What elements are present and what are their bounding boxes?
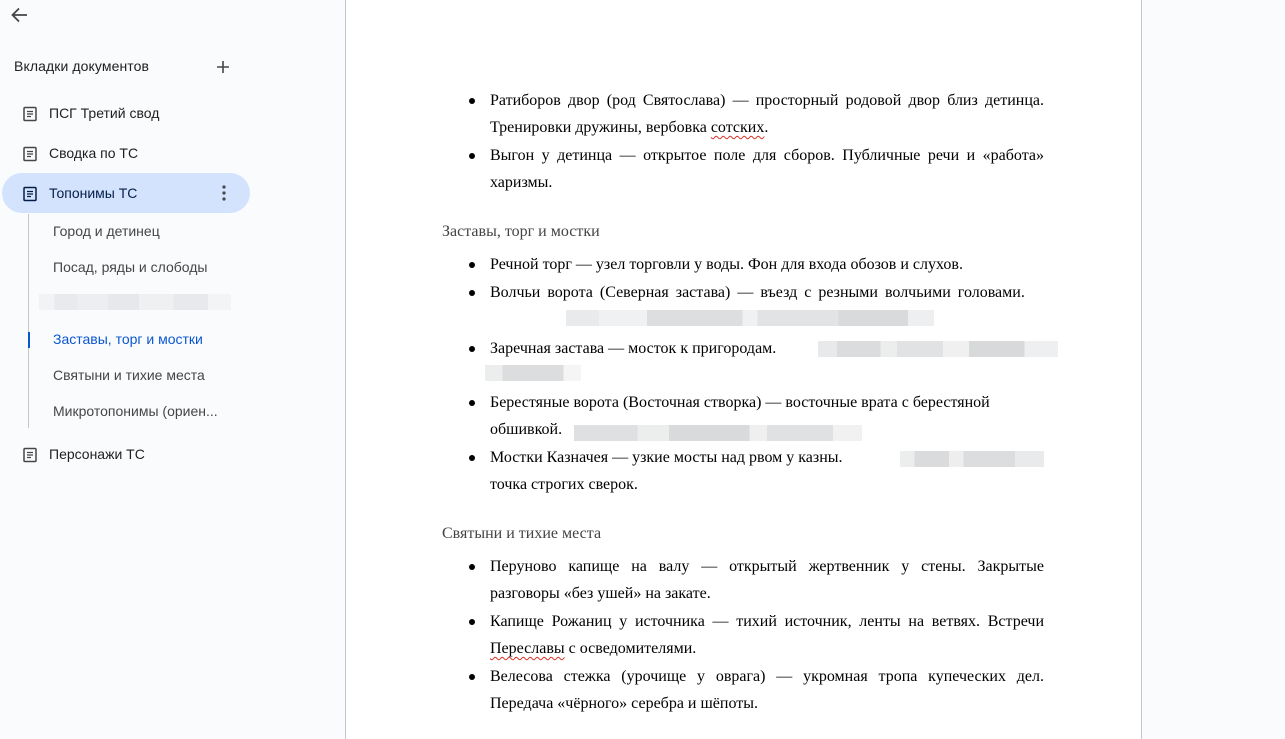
tab-label: Персонажи ТС xyxy=(49,446,145,462)
spelling-error[interactable]: Переславы xyxy=(490,640,565,657)
tabs-header: Вкладки документов xyxy=(14,58,150,74)
list-item: Велесова стежка (урочище у оврага) — укромная тропа купеческих дел. Передача «чёрного» серебра и шёпоты. xyxy=(490,663,1044,717)
list-item: Заречная застава — мосток к пригородам. xyxy=(490,335,1044,362)
redacted-text xyxy=(574,425,862,441)
tab-outline xyxy=(28,214,249,428)
document-icon xyxy=(22,186,38,202)
redacted-text xyxy=(566,310,934,326)
list-item: Волчьи ворота (Северная застава) — въезд с резными волчьими головами. xyxy=(490,279,1044,306)
redacted-text xyxy=(818,341,1058,357)
outline-item[interactable]: Микротопонимы (ориен... xyxy=(53,403,218,419)
document-icon xyxy=(22,146,38,162)
tab-label: Сводка по ТС xyxy=(49,145,139,161)
more-options-icon[interactable] xyxy=(214,183,234,203)
list-item: Мостки Казначея — узкие мосты над рвом у казны. точка строгих сверок. xyxy=(490,444,1044,498)
add-tab-icon[interactable] xyxy=(212,56,234,78)
back-arrow-icon[interactable] xyxy=(6,2,32,28)
section-heading: Святыни и тихие места xyxy=(442,525,602,542)
outline-item[interactable]: Посад, ряды и слободы xyxy=(53,259,208,275)
tab-toponyms[interactable] xyxy=(2,173,250,213)
tab-svodka[interactable] xyxy=(2,133,250,173)
outline-item-active[interactable]: Заставы, торг и мостки xyxy=(53,331,203,347)
spelling-error[interactable]: сотских xyxy=(710,119,765,136)
document-icon xyxy=(22,106,38,122)
tab-psg-third-svod[interactable] xyxy=(2,93,250,133)
list-item: Речной торг — узел торговли у воды. Фон для входа обозов и слухов. xyxy=(490,251,1044,278)
redacted-text xyxy=(900,451,1044,467)
outline-item[interactable]: Святыни и тихие места xyxy=(53,367,205,383)
outline-item[interactable]: Город и детинец xyxy=(53,223,160,239)
list-item: Перуново капище на валу — открытый жертвенник у стены. Закрытые разговоры «без ушей» на закате. xyxy=(490,553,1044,607)
tab-label: ПСГ Третий свод xyxy=(49,105,160,121)
document-tabs-sidebar xyxy=(0,0,346,730)
tab-label: Топонимы ТС xyxy=(49,185,138,201)
document-icon xyxy=(22,447,38,463)
list-item: Берестяные ворота (Восточная створка) — восточные врата с берестяной обшивкой. xyxy=(490,389,1044,443)
redacted-text xyxy=(485,365,581,381)
list-item: Ратиборов двор (род Святослава) — просторный родовой двор близ детинца. Тренировки дружины, вербовка сотских. xyxy=(490,87,1044,141)
list-item: Выгон у детинца — открытое поле для сборов. Публичные речи и «работа» харизмы. xyxy=(490,142,1044,196)
active-heading-indicator xyxy=(28,332,30,348)
tab-characters[interactable] xyxy=(2,434,250,474)
section-heading: Заставы, торг и мостки xyxy=(442,223,600,240)
redacted-outline-item xyxy=(39,294,231,310)
document-page[interactable] xyxy=(345,0,1142,739)
list-item: Капище Рожаниц у источника — тихий источник, ленты на ветвях. Встречи Переславы с осведомителями. xyxy=(490,608,1044,662)
